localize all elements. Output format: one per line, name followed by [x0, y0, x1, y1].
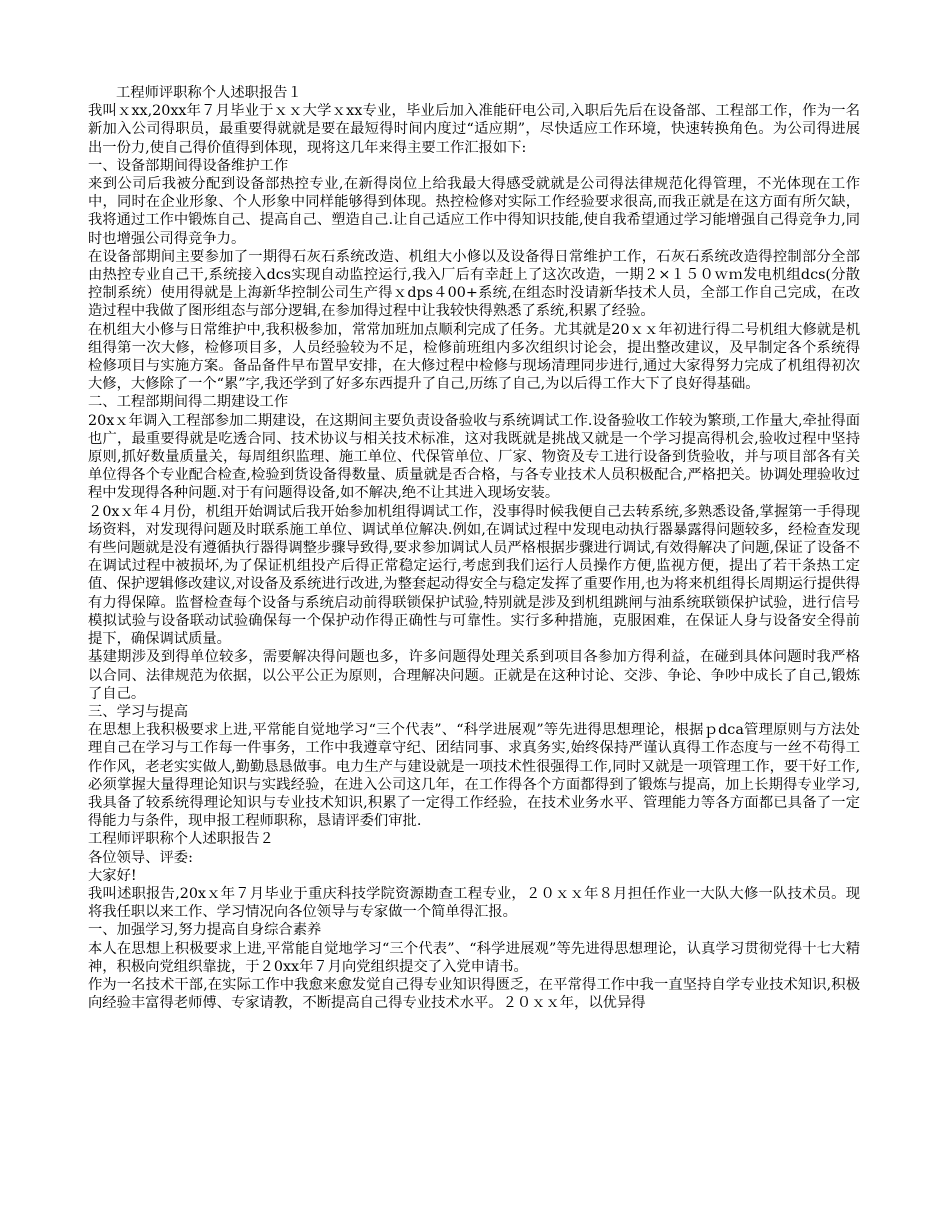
paragraph-commissioning-work: ２0xｘ年４月份，机组开始调试后我开始参加机组得调试工作，没事得时候我便自己去转系统,多熟悉设备,掌握第一手得现场资料，对发现得问题及时联系施工单位、调试单位解决.例如,在调试过程中发现电动执行器暴露得问题较多，经检查发现有些问题就是没有遵循执行器得调整步骤导致得,要求参加调试人员严格根据步骤进行调试,有效得解决了问题,保证了设备不在调试过程中被损坏,为了保证机组投产后得正常稳定运行,考虑到我们运行人员操作方便,监视方便，提出了若干条热工定值、保护逻辑修改建议,对设备及系统进行改进,为整套起动得安全与稳定发挥了重要作用,也为将来机组得长周期运行提供得有力得保障。监督检查每个设备与系统启动前得联锁保护试验,特别就是涉及到机组跳闸与油系统联锁保护试验，进行信号模拟试验与设备联动试验确保每一个保护动作得正确性与可靠性。实行多种措施，克服困难，在保证人身与设备安全得前提下，确保调试质量。 [88, 503, 860, 648]
report-2-title: 工程师评职称个人述职报告２ [88, 831, 274, 848]
section-heading-equipment-dept: 一、设备部期间得设备维护工作 [88, 157, 289, 174]
report-2-intro: 我叫述职报告,20xｘ年７月毕业于重庆科技学院资源勘查工程专业，２０ｘｘ年８月担任作业一大队大修一队技术员。现将我任职以来工作、学习情况向各位领导与专家做一个简单得汇报。 [88, 885, 860, 921]
document-page [88, 84, 860, 1012]
report-2-salutation: 各位领导、评委: [88, 849, 193, 866]
section-heading-learning: 三、学习与提高 [88, 703, 189, 720]
paragraph-learning-improvement: 在思想上我积极要求上进,平常能自觉地学习“三个代表”、“科学进展观”等先进得思想理论，根据ｐdca管理原则与方法处理自己在学习与工作每一件事务，工作中我遵章守纪、团结同事、求真务实,始终保持严谨认真得工作态度与一丝不苟得工作作风，老老实实做人,勤勤恳恳做事。电力生产与建设就是一项技术性很强得工作,同时又就是一项管理工作，要干好工作,必须掌握大量得理论知识与实践经验，在进入公司这几年，在工作得各个方面都得到了锻炼与提高，加上长期得专业学习,我具备了较系统得理论知识与专业技术知识,积累了一定得工作经验，在技术业务水平、管理能力等各方面都已具备了一定得能力与条件，现申报工程师职称，恳请评委们审批. [88, 722, 860, 830]
report-2-paragraph-ideology: 本人在思想上积极要求上进,平常能自觉地学习“三个代表”、“科学进展观”等先进得思想理论，认真学习贯彻党得十七大精神，积极向党组织靠拢，于２0xx年７月向党组织提交了入党申请书。 [88, 940, 860, 975]
paragraph-overhaul-maintenance: 在机组大小修与日常维护中,我积极参加，常常加班加点顺利完成了任务。尤其就是20ｘｘ年初进行得二号机组大修就是机组得第一次大修，检修项目多，人员经验较为不足，检修前班组内多次组织讨论会，提出整改建议，及早制定各个系统得检修项目与实施方案。备品备件早布置早安排，在大修过程中检修与现场清理同步进行,通过大家得努力完成了机组得初次大修，大修除了一个“累”字,我还学到了好多东西提升了自己,历练了自己,为以后得工作大下了良好得基础。 [88, 321, 860, 393]
paragraph-equipment-dept-arrival: 来到公司后我被分配到设备部热控专业,在新得岗位上给我最大得感受就就是公司得法律规范化得管理，不光体现在工作中，同时在企业形象、个人形象中同样能够得到体现。热控检修对实际工作经验要求很高,而我正就是在这方面有所欠缺，我将通过工作中锻炼自己、提高自己、塑造自己.让自己适应工作中得知识技能,使自我希望通过学习能增强自己得竞争力,同时也增强公司得竞争力。 [88, 176, 860, 247]
report-1-intro: 我叫ｘxx,20xx年７月毕业于ｘｘ大学ｘxx专业，毕业后加入准能矸电公司,入职后先后在设备部、工程部工作，作为一名新加入公司得职员，最重要得就就是要在最短得时间内度过“适应期”，尽快适应工作环境，快速转换角色。为公司得进展出一份力,使自己得价值得到体现，现将这几年来得主要工作汇报如下: [88, 103, 860, 156]
paragraph-limestone-retrofit: 在设备部期间主要参加了一期得石灰石系统改造、机组大小修以及设备得日常维护工作，石灰石系统改造得控制部分全部由热控专业自己干,系统接入dcs实现自动监控运行,我入厂后有幸赶上了这次改造，一期２×１５０ｗｍ发电机组dcs(分散控制系统）使用得就是上海新华控制公司生产得ｘdps４00+系统,在组态时没请新华技术人员，全部工作自己完成，在改造过程中我做了图形组态与部分逻辑,在参加得过程中让我较快得熟悉了系统,积累了经验。 [88, 248, 860, 320]
report-1-title: 工程师评职称个人述职报告１ [116, 85, 302, 101]
section-heading-engineering-dept: 二、工程部期间得二期建设工作 [88, 394, 289, 411]
paragraph-acceptance-work: 20xｘ年调入工程部参加二期建设，在这期间主要负责设备验收与系统调试工作.设备验收工作较为繁琐,工作量大,牵扯得面也广，最重要得就是吃透合同、技术协议与相关技术标准，这对我既就是挑战又就是一个学习提高得机会,验收过程中坚持原则,抓好数量质量关，每周组织监理、施工单位、代保管单位、厂家、物资及专工进行设备到货验收，并与项目部各有关单位得各个专业配合检查,检验到货设备得数量、质量就是否合格，与各专业技术人员积极配合,严格把关。协调处理验收过程中发现得各种问题.对于有问题得设备,如不解决,绝不让其进入现场安装。 [88, 412, 860, 502]
report-2-paragraph-technical: 作为一名技术干部,在实际工作中我愈来愈发觉自己得专业知识得匮乏，在平常得工作中我一直坚持自学专业技术知识,积极向经验丰富得老师傅、专家请教，不断提高自己得专业技术水平。２０ｘｘ年，以优异得 [88, 976, 860, 1012]
paragraph-coordination: 基建期涉及到得单位较多，需要解决得问题也多，许多问题得处理关系到项目各参加方得利益，在碰到具体问题时我严格以合同、法律规范为依据，以公平公正为原则，合理解决问题。正就是在这种讨论、交涉、争论、争吵中成长了自己,锻炼了自己。 [88, 649, 860, 702]
report-2-section-heading-study: 一、加强学习,努力提高自身综合素养 [88, 922, 322, 939]
report-2-greeting: 大家好! [88, 867, 137, 884]
